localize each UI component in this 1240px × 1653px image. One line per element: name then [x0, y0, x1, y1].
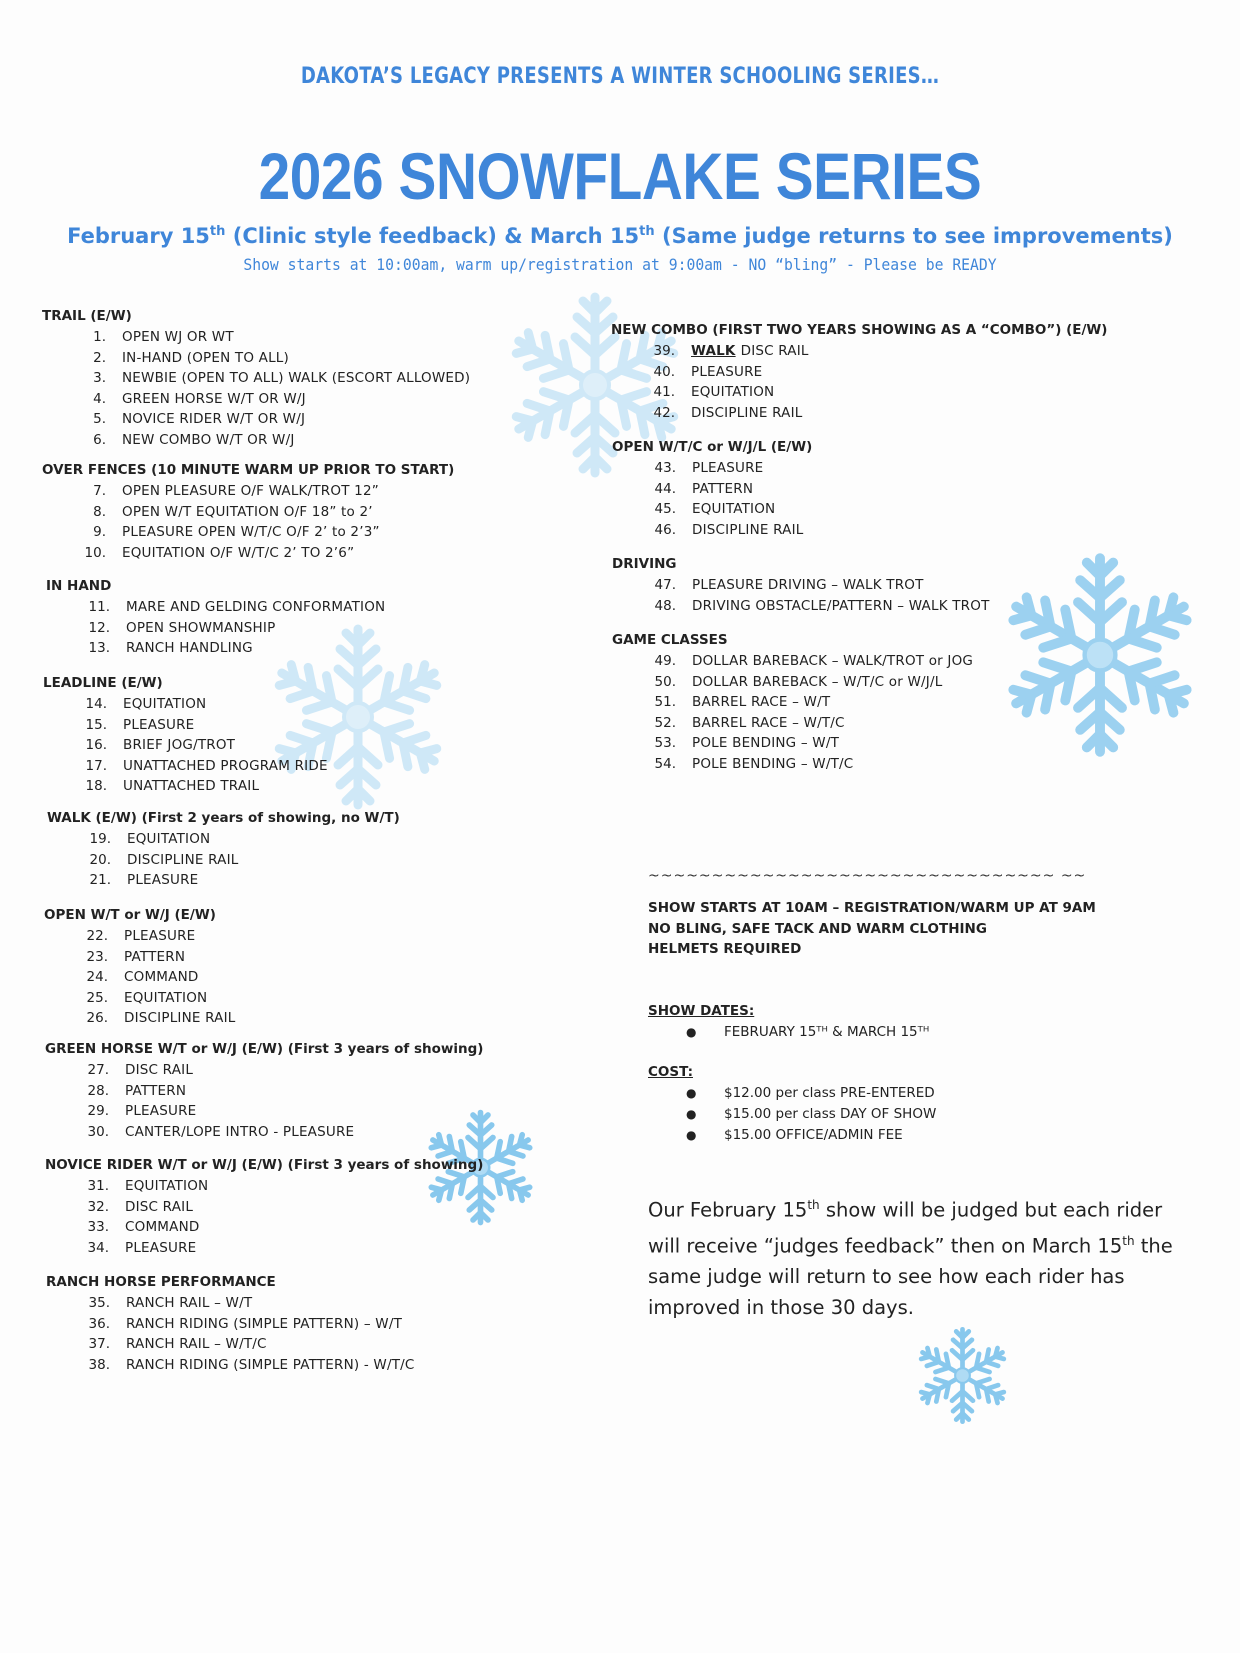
class-label: IN-HAND (OPEN TO ALL) — [122, 349, 289, 366]
class-item — [42, 327, 470, 348]
class-label: EQUITATION — [692, 501, 776, 518]
class-item — [43, 776, 328, 797]
class-label: OPEN WJ OR WT — [122, 329, 234, 346]
class-section — [43, 675, 328, 797]
section-heading: LEADLINE (E/W) — [43, 675, 163, 691]
class-item — [612, 754, 973, 775]
wavy-divider: ~~~~~~~~~~~~~~~~~~~~~~~~~~~~~~~~ ~~ — [648, 868, 1087, 884]
class-number: 18. — [85, 778, 107, 795]
class-number: 42. — [653, 404, 675, 421]
class-item — [611, 341, 1107, 362]
class-number: 47. — [654, 577, 676, 594]
class-item — [42, 389, 470, 410]
class-number: 15. — [85, 716, 107, 733]
class-number: 50. — [654, 673, 676, 690]
class-number: 5. — [93, 411, 106, 428]
class-number: 28. — [87, 1082, 109, 1099]
class-item — [46, 1334, 415, 1355]
class-item — [44, 947, 236, 968]
class-item — [612, 458, 812, 479]
class-item — [611, 362, 1107, 383]
class-label: DISC RAIL — [125, 1198, 194, 1215]
class-number: 21. — [89, 872, 111, 889]
class-number: 41. — [653, 384, 675, 401]
class-item — [45, 1197, 483, 1218]
class-number: 35. — [88, 1295, 110, 1312]
class-item — [44, 926, 236, 947]
class-number: 37. — [88, 1336, 110, 1353]
class-label: PLEASURE — [124, 928, 196, 945]
class-section — [42, 462, 454, 563]
bullet-icon: ● — [686, 1127, 697, 1142]
class-item — [612, 520, 812, 541]
class-label: NOVICE RIDER W/T OR W/J — [122, 411, 306, 428]
section-heading: GREEN HORSE W/T or W/J (E/W) (First 3 years of showing) — [45, 1041, 484, 1057]
section-heading: TRAIL (E/W) — [42, 308, 132, 324]
class-label: EQUITATION — [125, 1178, 209, 1195]
class-item — [612, 596, 990, 617]
section-heading: WALK (E/W) (First 2 years of showing, no W/T) — [47, 810, 400, 826]
list-item: ● FEBRUARY 15ᵀᴴ & MARCH 15ᵀᴴ — [686, 1023, 930, 1040]
class-item — [45, 1060, 483, 1081]
class-item — [612, 479, 812, 500]
note-line: NO BLING, SAFE TACK AND WARM CLOTHING — [648, 920, 987, 937]
class-item — [612, 499, 812, 520]
class-section — [47, 810, 400, 891]
list-item: ● $15.00 OFFICE/ADMIN FEE — [686, 1126, 903, 1143]
class-item — [42, 543, 454, 564]
class-section — [612, 632, 973, 774]
section-heading: OPEN W/T/C or W/J/L (E/W) — [612, 439, 813, 455]
class-item — [45, 1238, 483, 1259]
class-item — [43, 715, 328, 736]
class-item — [43, 735, 328, 756]
class-number: 8. — [93, 503, 106, 520]
class-item — [612, 692, 973, 713]
class-item — [612, 733, 973, 754]
class-section — [611, 322, 1107, 423]
class-label: CANTER/LOPE INTRO - PLEASURE — [125, 1123, 355, 1140]
class-number: 48. — [654, 597, 676, 614]
class-item — [47, 829, 400, 850]
class-label: NEWBIE (OPEN TO ALL) WALK (ESCORT ALLOWED) — [122, 370, 471, 387]
class-label: EQUITATION — [123, 696, 207, 713]
bullet-icon: ● — [686, 1106, 697, 1121]
class-label: PLEASURE — [125, 1103, 197, 1120]
class-label: PLEASURE DRIVING – WALK TROT — [692, 577, 924, 594]
class-number: 10. — [84, 544, 106, 561]
class-number: 30. — [87, 1123, 109, 1140]
class-item — [42, 348, 470, 369]
class-label: OPEN PLEASURE O/F WALK/TROT 12” — [122, 483, 379, 500]
class-label: POLE BENDING – W/T — [692, 735, 840, 752]
class-number: 22. — [86, 928, 108, 945]
section-heading: DRIVING — [612, 556, 677, 572]
class-label: RANCH HANDLING — [126, 640, 253, 657]
class-number: 23. — [86, 948, 108, 965]
class-label: PATTERN — [124, 948, 186, 965]
class-label — [691, 343, 809, 359]
class-item — [44, 1008, 236, 1029]
class-label: UNATTACHED TRAIL — [123, 778, 260, 795]
class-label: DISCIPLINE RAIL — [124, 1010, 236, 1027]
class-item — [45, 1122, 483, 1143]
show-notes — [648, 898, 1096, 960]
class-label: BRIEF JOG/TROT — [123, 737, 236, 754]
class-number: 34. — [87, 1239, 109, 1256]
class-label: BARREL RACE – W/T — [692, 694, 831, 711]
class-label: DISCIPLINE RAIL — [691, 404, 803, 421]
class-item — [42, 409, 470, 430]
class-section — [612, 439, 812, 540]
class-number: 16. — [85, 737, 107, 754]
class-number: 29. — [87, 1103, 109, 1120]
class-item — [47, 850, 400, 871]
class-item — [611, 382, 1107, 403]
class-number: 14. — [85, 696, 107, 713]
note-line: SHOW STARTS AT 10AM – REGISTRATION/WARM UP AT 9AM — [648, 900, 1096, 916]
class-item — [42, 481, 454, 502]
class-label: OPEN SHOWMANSHIP — [126, 619, 276, 636]
class-number: 26. — [86, 1010, 108, 1027]
class-label: DRIVING OBSTACLE/PATTERN – WALK TROT — [692, 597, 990, 614]
class-label: PLEASURE — [691, 363, 763, 380]
class-label: BARREL RACE – W/T/C — [692, 714, 845, 731]
class-item — [44, 967, 236, 988]
class-number: 6. — [93, 431, 106, 448]
class-label: UNATTACHED PROGRAM RIDE — [123, 757, 328, 774]
class-number: 38. — [88, 1356, 110, 1373]
section-heading: NEW COMBO (FIRST TWO YEARS SHOWING AS A “COMBO”) (E/W) — [611, 322, 1108, 338]
class-number: 40. — [653, 363, 675, 380]
class-label: PLEASURE — [692, 460, 764, 477]
class-item — [611, 403, 1107, 424]
class-item — [46, 618, 385, 639]
class-number: 20. — [89, 851, 111, 868]
class-number: 24. — [86, 969, 108, 986]
class-number: 53. — [654, 735, 676, 752]
class-item — [42, 502, 454, 523]
class-item — [45, 1176, 483, 1197]
class-section — [44, 907, 236, 1029]
class-item — [46, 1293, 415, 1314]
cost-list — [686, 1082, 936, 1145]
class-number: 4. — [93, 390, 106, 407]
class-number: 13. — [88, 640, 110, 657]
class-label: PLEASURE — [123, 716, 195, 733]
class-section — [612, 556, 990, 616]
list-item: ● $12.00 per class PRE-ENTERED — [686, 1084, 935, 1101]
class-label: NEW COMBO W/T OR W/J — [122, 431, 295, 448]
class-label: DOLLAR BAREBACK – W/T/C or W/J/L — [692, 673, 943, 690]
class-label: POLE BENDING – W/T/C — [692, 755, 854, 772]
class-number: 39. — [653, 343, 675, 360]
class-item — [612, 713, 973, 734]
class-label: COMMAND — [124, 969, 199, 986]
class-label: COMMAND — [125, 1219, 200, 1236]
class-label: EQUITATION O/F W/T/C 2’ TO 2’6” — [122, 544, 355, 561]
class-label-emphasis: WALK — [691, 343, 736, 360]
class-label: PATTERN — [125, 1082, 187, 1099]
class-number: 45. — [654, 501, 676, 518]
class-number: 17. — [85, 757, 107, 774]
class-number: 11. — [88, 599, 110, 616]
class-item — [43, 694, 328, 715]
class-number: 44. — [654, 480, 676, 497]
section-heading: NOVICE RIDER W/T or W/J (E/W) (First 3 years of showing) — [45, 1157, 484, 1173]
class-section — [45, 1157, 483, 1258]
class-label: EQUITATION — [127, 831, 211, 848]
class-item — [46, 1355, 415, 1376]
snowflake-icon — [910, 1318, 1015, 1433]
class-item — [44, 988, 236, 1009]
class-number: 36. — [88, 1315, 110, 1332]
class-item — [43, 756, 328, 777]
class-number: 1. — [93, 329, 106, 346]
class-number: 2. — [93, 349, 106, 366]
class-number: 33. — [87, 1219, 109, 1236]
class-section — [46, 578, 385, 659]
cost-heading: COST: — [648, 1064, 693, 1080]
class-item — [46, 1314, 415, 1335]
class-label: EQUITATION — [691, 384, 775, 401]
class-number: 31. — [87, 1178, 109, 1195]
class-label: PLEASURE — [125, 1239, 197, 1256]
class-number: 25. — [86, 989, 108, 1006]
class-item — [612, 651, 973, 672]
class-number: 3. — [93, 370, 106, 387]
class-label: DISCIPLINE RAIL — [692, 521, 804, 538]
class-label: EQUITATION — [124, 989, 208, 1006]
class-item — [42, 522, 454, 543]
class-label: GREEN HORSE W/T OR W/J — [122, 390, 306, 407]
class-number: 49. — [654, 653, 676, 670]
class-number: 7. — [93, 483, 106, 500]
class-label: RANCH RAIL – W/T/C — [126, 1336, 267, 1353]
class-item — [42, 368, 470, 389]
class-section — [42, 308, 470, 450]
class-number: 19. — [89, 831, 111, 848]
class-label: PLEASURE OPEN W/T/C O/F 2’ to 2’3” — [122, 524, 380, 541]
snowflake-icon — [990, 535, 1210, 775]
class-number: 32. — [87, 1198, 109, 1215]
class-item — [612, 575, 990, 596]
class-item — [46, 638, 385, 659]
note-line: HELMETS REQUIRED — [648, 941, 802, 957]
class-label: RANCH RIDING (SIMPLE PATTERN) – W/T — [126, 1315, 403, 1332]
class-label-text: DISC RAIL — [740, 343, 809, 360]
section-heading: RANCH HORSE PERFORMANCE — [46, 1274, 276, 1290]
page-title: 2026 SNOWFLAKE SERIES — [258, 139, 982, 213]
section-heading: OPEN W/T or W/J (E/W) — [44, 907, 216, 923]
class-label: DISCIPLINE RAIL — [127, 851, 239, 868]
dates-subtitle: February 15th (Clinic style feedback) & March 15th (Same judge returns to see improvements) — [67, 224, 1173, 248]
show-dates-heading: SHOW DATES: — [648, 1003, 755, 1019]
class-label: RANCH RAIL – W/T — [126, 1295, 253, 1312]
class-section — [46, 1274, 415, 1375]
class-number: 51. — [654, 694, 676, 711]
class-number: 54. — [654, 755, 676, 772]
class-item — [47, 870, 400, 891]
class-label: DOLLAR BAREBACK – WALK/TROT or JOG — [692, 653, 974, 670]
intro-heading: DAKOTA’S LEGACY PRESENTS A WINTER SCHOOLING SERIES… — [300, 64, 940, 89]
show-dates-list — [686, 1021, 929, 1042]
class-item — [612, 672, 973, 693]
class-label: OPEN W/T EQUITATION O/F 18” to 2’ — [122, 503, 373, 520]
class-number: 52. — [654, 714, 676, 731]
start-time-note: Show starts at 10:00am, warm up/registration at 9:00am - NO “bling” - Please be READY — [243, 255, 997, 274]
class-number: 27. — [87, 1062, 109, 1079]
section-heading: OVER FENCES (10 MINUTE WARM UP PRIOR TO START) — [42, 462, 455, 478]
class-number: 43. — [654, 460, 676, 477]
class-label: DISC RAIL — [125, 1062, 194, 1079]
class-label: MARE AND GELDING CONFORMATION — [126, 599, 386, 616]
class-item — [45, 1217, 483, 1238]
class-section — [45, 1041, 483, 1142]
class-label: PLEASURE — [127, 872, 199, 889]
bullet-icon: ● — [686, 1085, 697, 1100]
section-heading: IN HAND — [46, 578, 112, 594]
bullet-icon: ● — [686, 1024, 697, 1039]
section-heading: GAME CLASSES — [612, 632, 728, 648]
class-number: 12. — [88, 619, 110, 636]
list-item: ● $15.00 per class DAY OF SHOW — [686, 1105, 937, 1122]
closing-paragraph: Our February 15th show will be judged but each rider will receive “judges feedback” then on March 15th the same judge will return to see how each rider has improved in those 30 days. — [648, 1198, 1173, 1319]
class-label: RANCH RIDING (SIMPLE PATTERN) - W/T/C — [126, 1356, 415, 1373]
class-number: 46. — [654, 521, 676, 538]
class-number: 9. — [93, 524, 106, 541]
class-item — [45, 1081, 483, 1102]
class-item — [46, 597, 385, 618]
class-item — [45, 1101, 483, 1122]
class-label: PATTERN — [692, 480, 754, 497]
class-item — [42, 430, 470, 451]
